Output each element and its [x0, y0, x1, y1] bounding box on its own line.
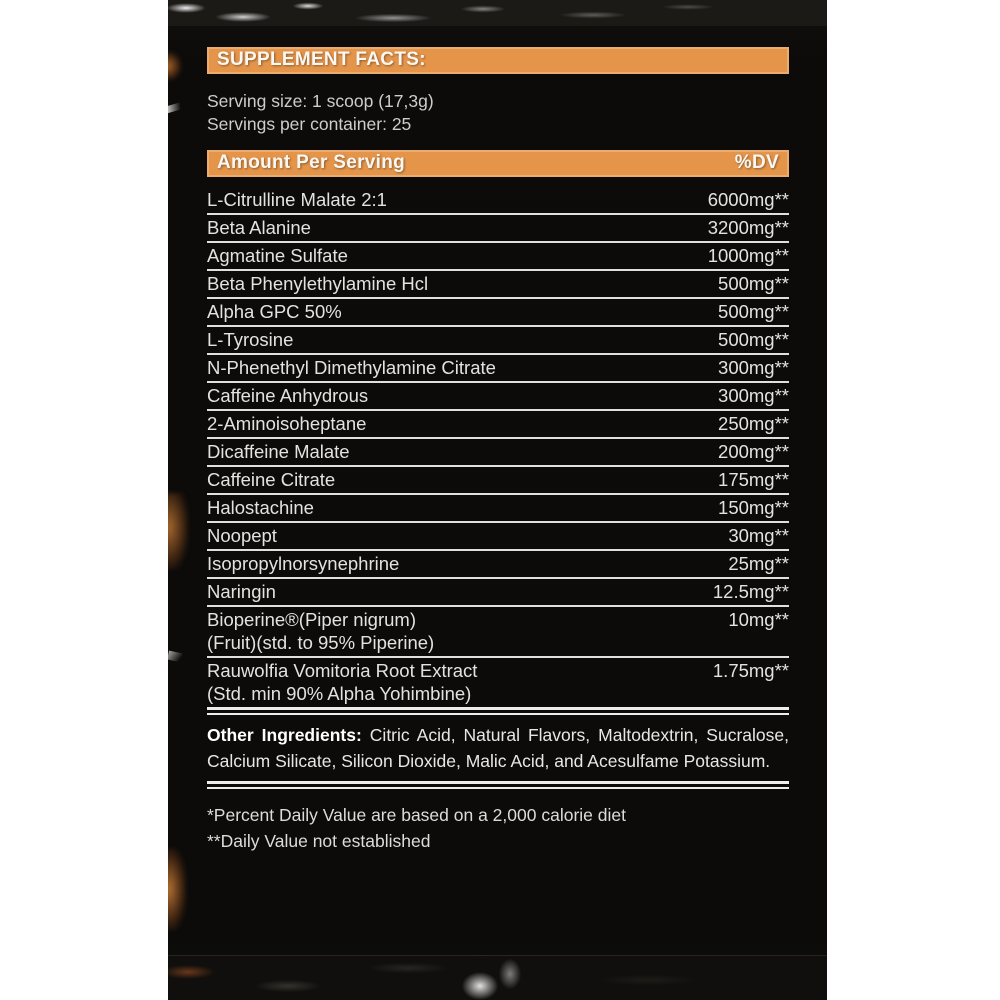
ingredient-name: Caffeine Anhydrous [207, 385, 369, 406]
ingredient-name-line2: (Std. min 90% Alpha Yohimbine) [207, 683, 472, 704]
ingredient-name-line2: (Fruit)(std. to 95% Piperine) [207, 632, 435, 653]
footnotes [207, 802, 789, 854]
section-divider [207, 781, 789, 789]
ingredient-row [207, 215, 789, 243]
ingredient-name: Halostachine [207, 497, 314, 518]
ingredient-amount: 150mg** [718, 497, 789, 518]
ingredient-amount: 1.75mg** [712, 660, 789, 681]
ingredient-name: Caffeine Citrate [207, 469, 336, 490]
ingredient-name: Rauwolfia Vomitoria Root Extract (Std. min 90% Alpha Yohimbine) [207, 660, 478, 704]
ingredient-name: Isopropylnorsynephrine [207, 553, 400, 574]
ingredient-amount: 10mg** [728, 609, 789, 630]
ingredient-name: Agmatine Sulfate [207, 245, 348, 266]
ingredient-amount: 300mg** [718, 357, 789, 378]
label-content [207, 0, 789, 854]
ingredient-amount: 30mg** [728, 525, 789, 546]
texture-splatter-bottom [168, 955, 827, 1000]
ingredient-row [207, 523, 789, 551]
ingredient-row [207, 327, 789, 355]
footnote-not-established: **Daily Value not established [207, 831, 431, 851]
ingredient-name: L-Tyrosine [207, 329, 294, 350]
supplement-facts-header-bar: SUPPLEMENT FACTS: [207, 47, 789, 74]
ingredient-name: L-Citrulline Malate 2:1 [207, 189, 387, 210]
other-ingredients [207, 723, 789, 774]
ingredient-name: Dicaffeine Malate [207, 441, 350, 462]
ingredient-row [207, 411, 789, 439]
ingredient-name: 2-Aminoisoheptane [207, 413, 367, 434]
ingredient-row [207, 439, 789, 467]
ingredient-row [207, 271, 789, 299]
ingredient-row [207, 243, 789, 271]
ingredient-amount: 250mg** [718, 413, 789, 434]
ingredient-row [207, 658, 789, 707]
ingredient-amount: 12.5mg** [712, 581, 789, 602]
ingredient-row [207, 355, 789, 383]
ingredient-amount: 25mg** [728, 553, 789, 574]
ingredient-amount: 3200mg** [707, 217, 789, 238]
amount-per-serving-bar [207, 150, 789, 177]
ingredient-name: Beta Alanine [207, 217, 311, 238]
serving-size-line: Serving size: 1 scoop (17,3g) [207, 91, 434, 111]
ingredient-name: Alpha GPC 50% [207, 301, 342, 322]
ingredient-row [207, 299, 789, 327]
ingredient-amount: 200mg** [718, 441, 789, 462]
other-ingredients-text: Citric Acid, Natural Flavors, Maltodextrin, Sucralose, Calcium Silicate, Silicon Dioxide, Malic Acid, and Acesulfame Potassium. [207, 725, 789, 771]
ingredient-row [207, 495, 789, 523]
flame-texture-middle [168, 493, 188, 569]
amount-per-serving-label: Amount Per Serving [217, 152, 406, 173]
ingredient-amount: 500mg** [718, 273, 789, 294]
other-ingredients-label: Other Ingredients: [207, 725, 362, 745]
ingredient-name: Naringin [207, 581, 276, 602]
ingredient-amount: 500mg** [718, 329, 789, 350]
section-divider [207, 707, 789, 715]
ingredient-name: Noopept [207, 525, 277, 546]
ingredient-row [207, 607, 789, 658]
footnote-percent-dv: *Percent Daily Value are based on a 2,000 calorie diet [207, 805, 626, 825]
supplement-label-panel [168, 0, 827, 1000]
ingredient-amount: 500mg** [718, 301, 789, 322]
ingredient-name: Bioperine®(Piper nigrum) (Fruit)(std. to 95% Piperine) [207, 609, 435, 653]
ingredient-amount: 6000mg** [707, 189, 789, 210]
ingredient-row [207, 187, 789, 215]
ingredient-amount: 300mg** [718, 385, 789, 406]
percent-dv-column-header: %DV [734, 152, 779, 173]
ingredient-row [207, 383, 789, 411]
ingredient-rows [207, 187, 789, 707]
ingredient-name: N-Phenethyl Dimethylamine Citrate [207, 357, 496, 378]
ingredient-row [207, 579, 789, 607]
white-scratch-lower [168, 651, 183, 663]
flame-texture-upper [168, 52, 181, 80]
ingredient-row [207, 467, 789, 495]
serving-info [207, 90, 789, 136]
ingredient-amount: 175mg** [718, 469, 789, 490]
ingredient-amount: 1000mg** [707, 245, 789, 266]
ingredient-name: Beta Phenylethylamine Hcl [207, 273, 429, 294]
flame-texture-lower [168, 848, 186, 930]
ingredient-row [207, 551, 789, 579]
white-scratch-upper [168, 102, 185, 114]
servings-per-container-line: Servings per container: 25 [207, 114, 412, 134]
